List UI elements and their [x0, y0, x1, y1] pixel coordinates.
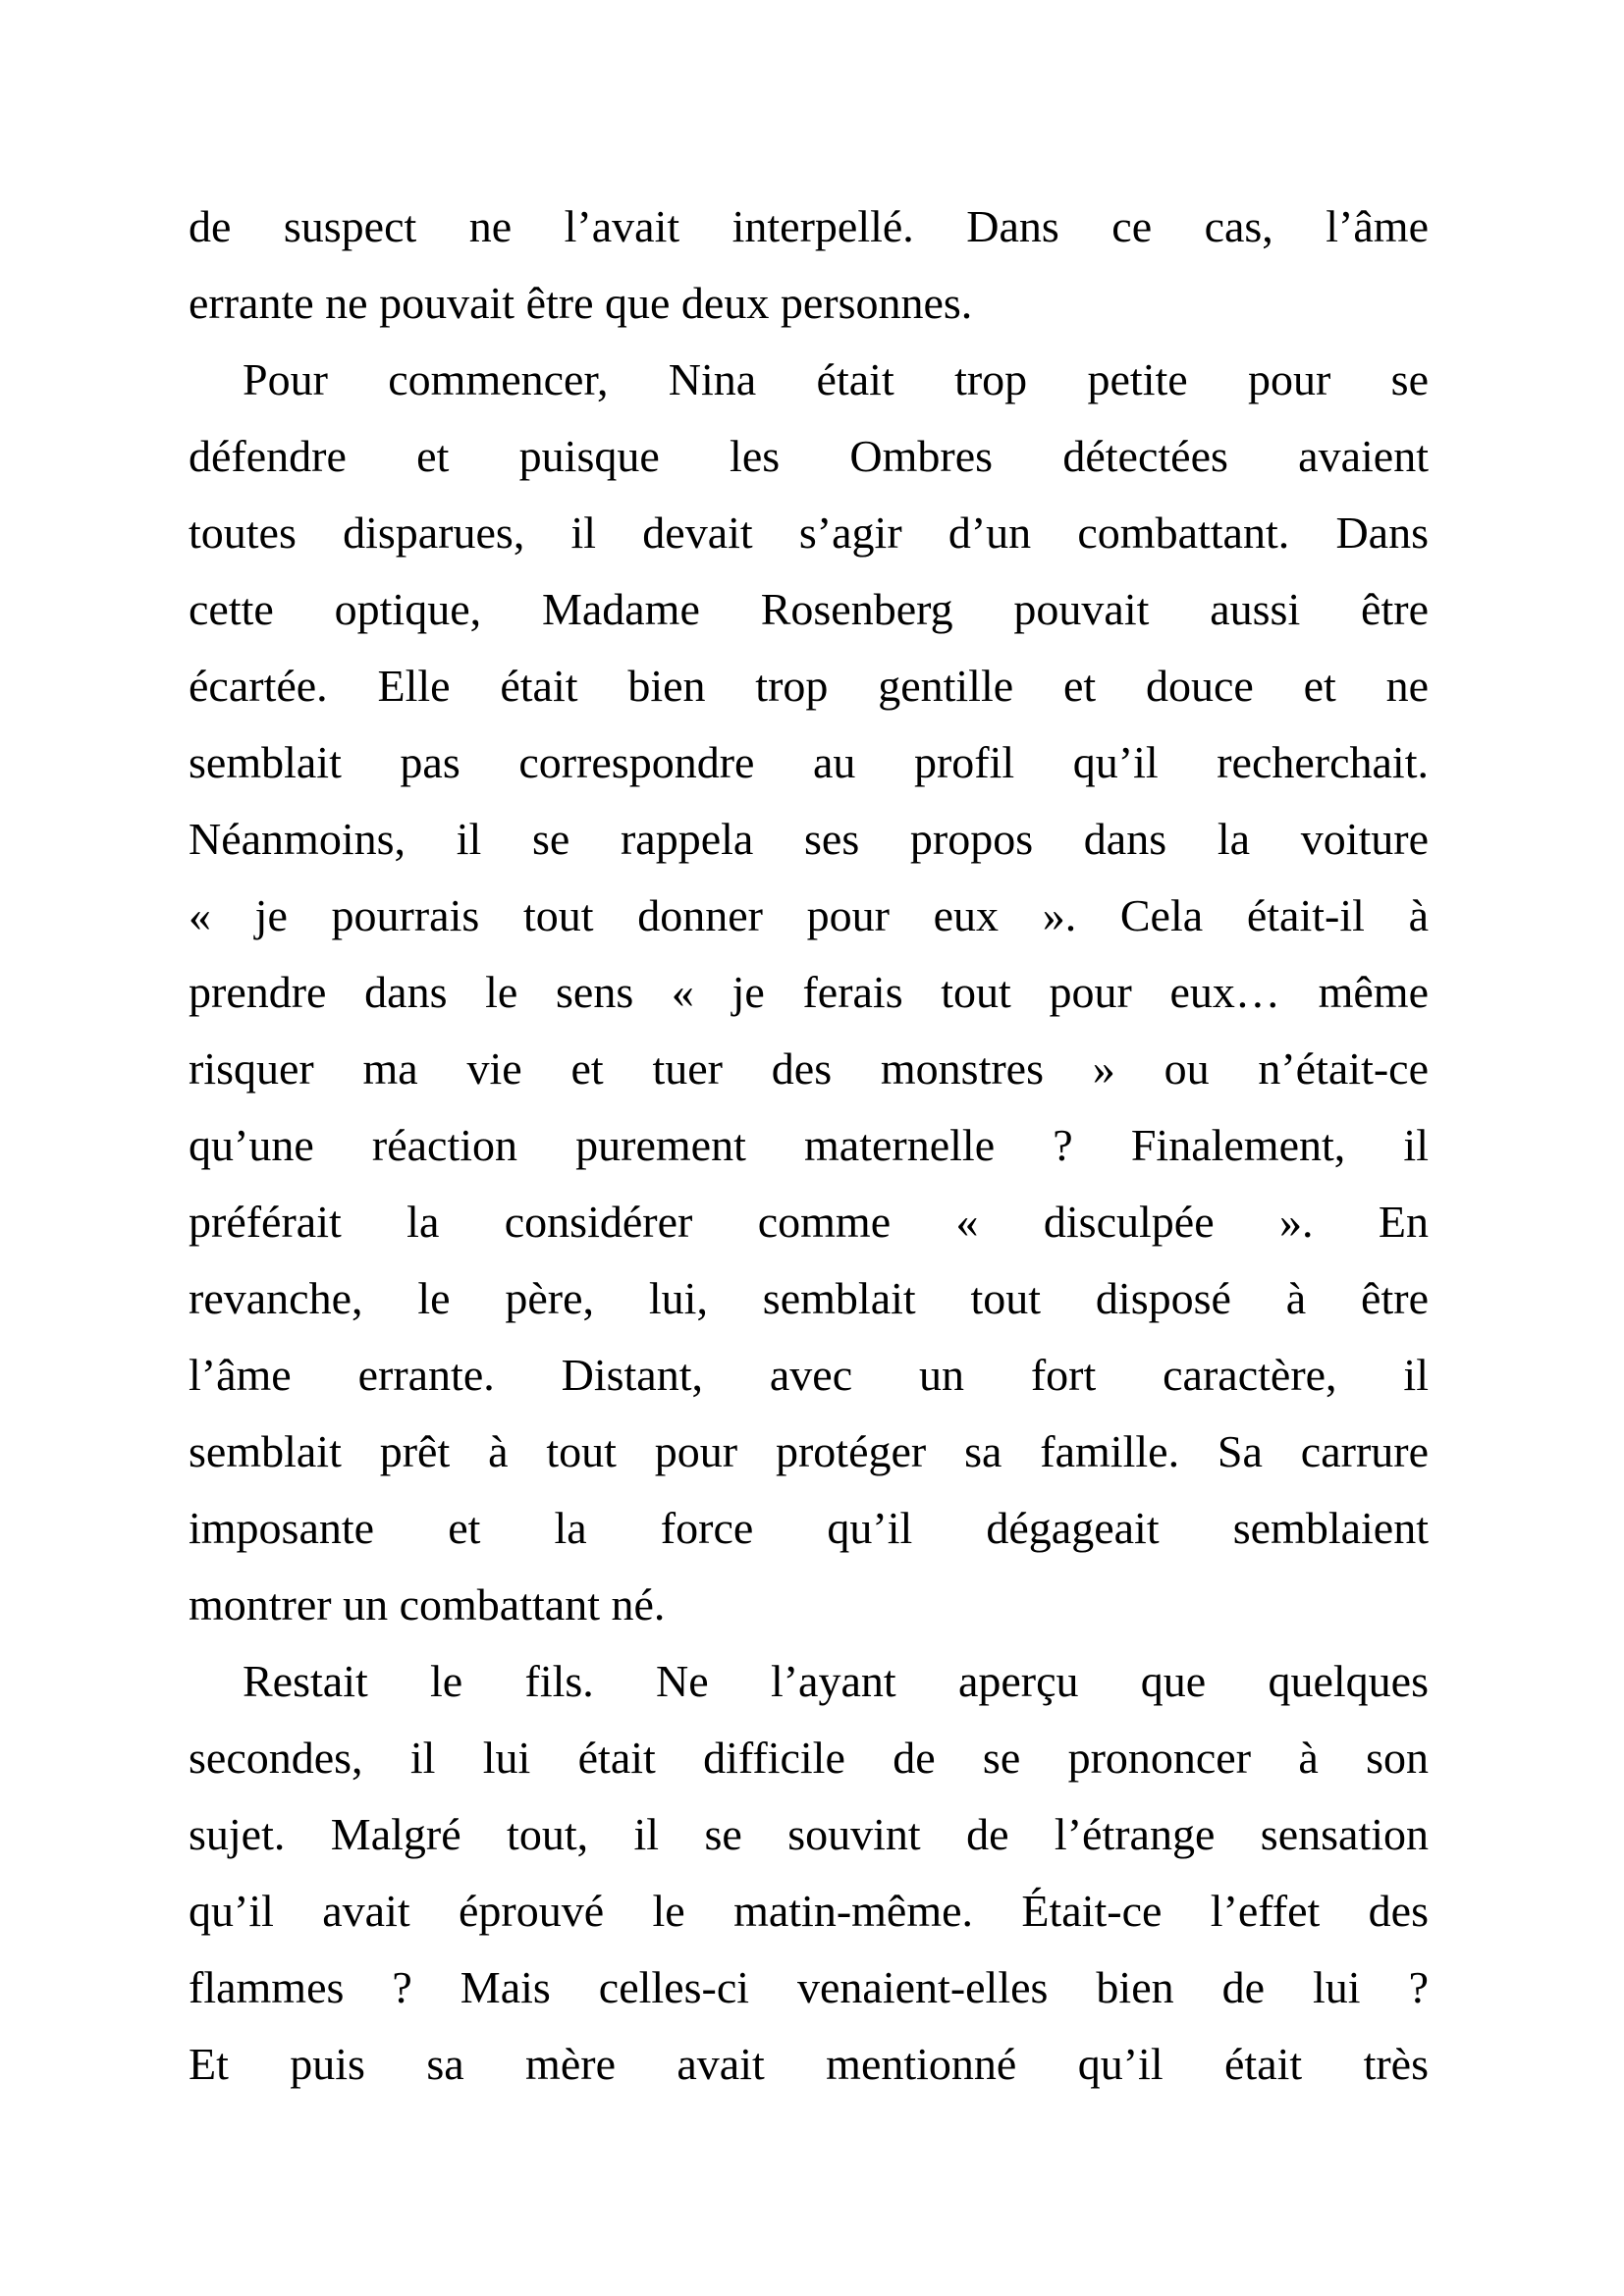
text-line: semblait pas correspondre au profil qu’il recherchait.	[189, 737, 1429, 787]
text-line: Restait le fils. Ne l’ayant aperçu que quelques	[243, 1656, 1429, 1706]
text-line: montrer un combattant né.	[189, 1579, 666, 1629]
text-line: risquer ma vie et tuer des monstres » ou n’était-ce	[189, 1043, 1429, 1094]
text-line: Et puis sa mère avait mentionné qu’il était très	[189, 2039, 1429, 2089]
text-line: secondes, il lui était difficile de se prononcer à son	[189, 1733, 1429, 1783]
text-line: de suspect ne l’avait interpellé. Dans ce cas, l’âme	[189, 201, 1429, 251]
text-line: toutes disparues, il devait s’agir d’un combattant. Dans	[189, 507, 1429, 558]
text-line: Néanmoins, il se rappela ses propos dans la voiture	[189, 814, 1429, 864]
text-line: revanche, le père, lui, semblait tout disposé à être	[189, 1273, 1429, 1323]
paragraph	[189, 188, 1429, 342]
text-line: écartée. Elle était bien trop gentille et douce et ne	[189, 661, 1429, 711]
text-line: l’âme errante. Distant, avec un fort caractère, il	[189, 1350, 1429, 1400]
paragraph	[189, 342, 1429, 1643]
text-line: semblait prêt à tout pour protéger sa famille. Sa carrure	[189, 1426, 1429, 1476]
text-line: défendre et puisque les Ombres détectées avaient	[189, 431, 1429, 481]
text-line: qu’il avait éprouvé le matin-même. Était-ce l’effet des	[189, 1886, 1429, 1936]
text-line: prendre dans le sens « je ferais tout pour eux… même	[189, 967, 1429, 1017]
text-line: errante ne pouvait être que deux personnes.	[189, 278, 973, 328]
text-line: flammes ? Mais celles-ci venaient-elles bien de lui ?	[189, 1962, 1429, 2012]
page-text	[189, 188, 1429, 2103]
text-line: imposante et la force qu’il dégageait semblaient	[189, 1503, 1429, 1553]
text-line: « je pourrais tout donner pour eux ». Cela était-il à	[189, 890, 1429, 940]
text-line: préférait la considérer comme « disculpée ». En	[189, 1197, 1429, 1247]
text-line: Pour commencer, Nina était trop petite pour se	[243, 354, 1429, 404]
paragraph	[189, 1643, 1429, 2103]
text-line: cette optique, Madame Rosenberg pouvait aussi être	[189, 584, 1429, 634]
text-line: sujet. Malgré tout, il se souvint de l’étrange sensation	[189, 1809, 1429, 1859]
text-line: qu’une réaction purement maternelle ? Finalement, il	[189, 1120, 1429, 1170]
